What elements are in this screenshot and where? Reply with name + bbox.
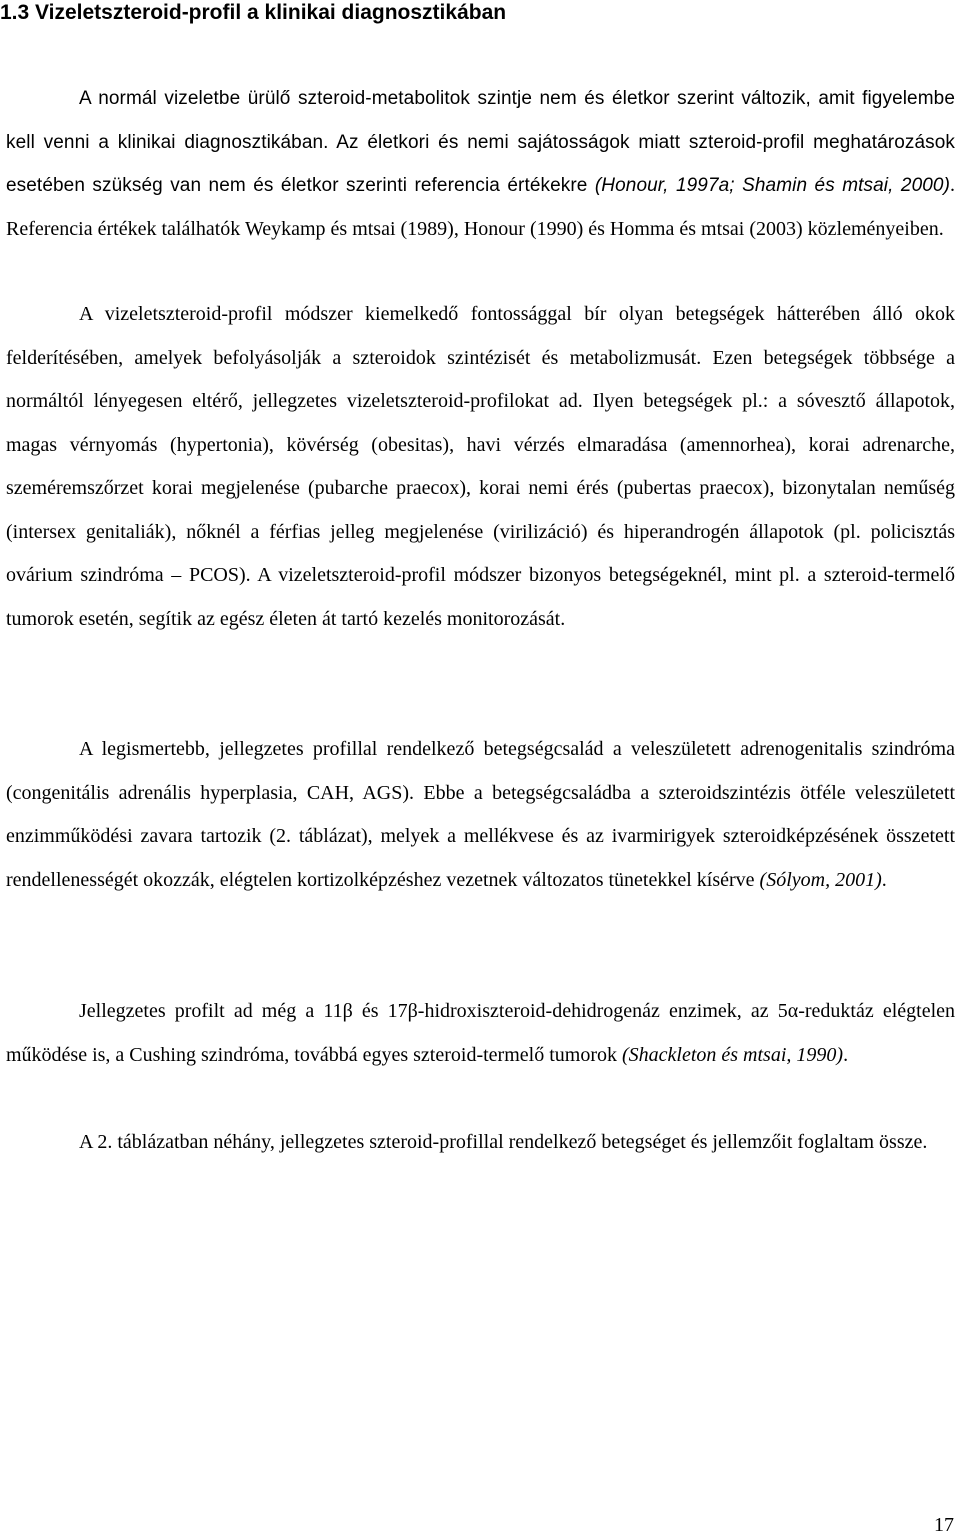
paragraph-text: . Referencia értékek találhatók Weykamp és mtsai (1989), Honour (1990) és Homma és mtsai (2003) közleményeiben. (6, 174, 955, 240)
paragraph-text: A 2. táblázatban néhány, jellegzetes szteroid-profillal rendelkező betegséget és jellemzőit foglaltam össze. (79, 1131, 928, 1153)
paragraph-diseases (6, 293, 955, 641)
page-number: 17 (934, 1514, 954, 1536)
paragraph-text: A legismertebb, jellegzetes profillal rendelkező betegségcsalád a veleszületett adrenogenitalis szindróma (congenitális adrenális hyperplasia, CAH, AGS). Ebbe a betegségcsaládba a szteroidszintézis ötféle veleszületett enzimműködési zavara tartozik (2. táblázat), melyek a mellékvese és az ivarmirigyek szteroidképzésének összetett rendellenességét okozzák, elégtelen kortizolképzéshez vezetnek változatos tünetekkel kísérve (6, 738, 955, 891)
paragraph-enzymes (6, 990, 955, 1077)
paragraph-table-intro (6, 1121, 955, 1165)
paragraph-reference-values (6, 77, 955, 251)
paragraph-text: A vizeletszteroid-profil módszer kiemelkedő fontossággal bír olyan betegségek hátterében álló okok felderítésében, amelyek befolyásolják a szteroidok szintézisét és metabolizmusát. Ezen betegségek többsége a normáltól lényegesen eltérő, jellegzetes vizeletszteroid-profilokat ad. Ilyen betegségek pl.: a sóvesztő állapotok, magas vérnyomás (hypertonia), kövérség (obesitas), havi vérzés elmaradása (amennorhea), korai adrenarche, szeméremszőrzet korai megjelenése (pubarche praecox), korai nemi érés (pubertas praecox), bizonytalan neműség (intersex genitaliák), nőknél a férfias jelleg megjelenése (virilizáció) és hiperandrogén állapotok (pl. policisztás ovárium szindróma – PCOS). A vizeletszteroid-profil módszer bizonyos betegségeknél, mint pl. a szteroid-termelő tumorok esetén, segítik az egész életen át tartó kezelés monitorozását. (6, 303, 955, 630)
paragraph-text: Jellegzetes profilt ad még a 11β és 17β-hidroxiszteroid-dehidrogenáz enzimek, az 5α-reduktáz elégtelen működése is, a Cushing szindróma, továbbá egyes szteroid-termelő tumorok (6, 1000, 955, 1066)
citation: (Sólyom, 2001) (759, 868, 882, 891)
citation: (Shackleton és mtsai, 1990) (621, 1043, 844, 1066)
paragraph-text: . (881, 868, 887, 891)
paragraph-cah (6, 728, 955, 902)
citation: (Honour, 1997a; Shamin és mtsai, 2000) (594, 175, 950, 196)
paragraph-text: . (843, 1043, 849, 1066)
paragraph-text: A normál vizeletbe ürülő szteroid-metabolitok szintje nem és életkor szerint változik, amit figyelembe kell venni a klinikai diagnosztikában. Az életkori és nemi sajátosságok miatt szteroid-profil meghatározások esetében szükség van nem és életkor szerinti referencia értékekre (6, 88, 955, 196)
section-heading: 1.3 Vizeletszteroid-profil a klinikai diagnosztikában (0, 1, 507, 24)
